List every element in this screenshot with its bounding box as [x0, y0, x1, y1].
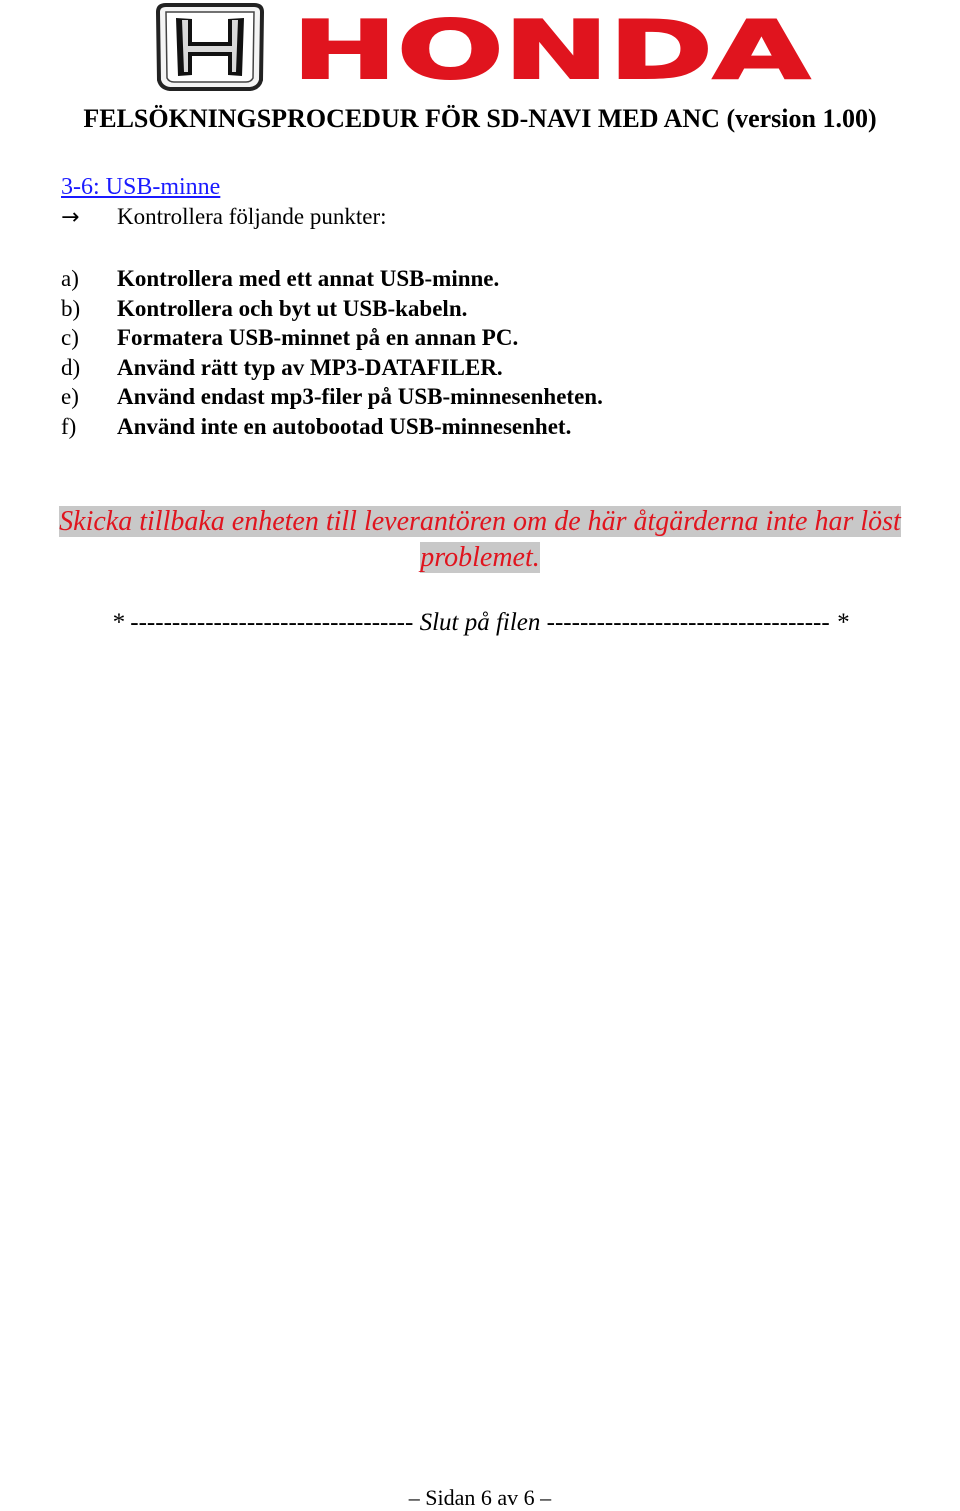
document-title: FELSÖKNINGSPROCEDUR FÖR SD-NAVI MED ANC (version 1.00): [83, 104, 877, 133]
checklist-item: [61, 382, 603, 412]
item-text: Använd rätt typ av MP3-DATAFILER.: [117, 354, 503, 380]
intro-line: [61, 204, 387, 230]
checklist-item: [61, 294, 603, 324]
right-arrow-icon: →: [61, 205, 80, 230]
honda-wordmark: HONDA: [292, 4, 811, 94]
item-marker: b): [61, 295, 81, 321]
page-number-footer: – Sidan 6 av 6 –: [408, 1485, 552, 1510]
item-text: Kontrollera med ett annat USB-minne.: [117, 266, 500, 291]
item-text: Använd inte en autobootad USB-minnesenhet.: [117, 413, 572, 439]
item-text: Använd endast mp3-filer på USB-minnesenheten.: [117, 384, 603, 410]
honda-h-emblem-icon: [158, 5, 262, 89]
checklist: [61, 264, 603, 442]
checklist-item: [61, 323, 603, 353]
item-marker: a): [61, 266, 79, 291]
item-text: Kontrollera och byt ut USB-kabeln.: [117, 295, 468, 321]
item-marker: e): [61, 384, 79, 410]
item-marker: d): [61, 354, 81, 380]
checklist-item: [61, 264, 603, 294]
item-marker: c): [61, 325, 79, 351]
end-of-file-marker: * ---------------------------------- Slut på filen ---------------------------------- *: [111, 609, 849, 636]
item-text: Formatera USB-minnet på en annan PC.: [117, 325, 519, 351]
item-marker: f): [61, 413, 77, 439]
section-heading-link[interactable]: 3-6: USB-minne: [61, 174, 221, 200]
checklist-item: [61, 412, 603, 442]
return-note: [0, 504, 960, 576]
honda-logo: [152, 2, 814, 94]
return-note-text: Skicka tillbaka enheten till leverantören om de här åtgärderna inte har löst problemet.: [59, 506, 901, 573]
checklist-item: [61, 353, 603, 383]
intro-text: Kontrollera följande punkter:: [117, 204, 387, 229]
